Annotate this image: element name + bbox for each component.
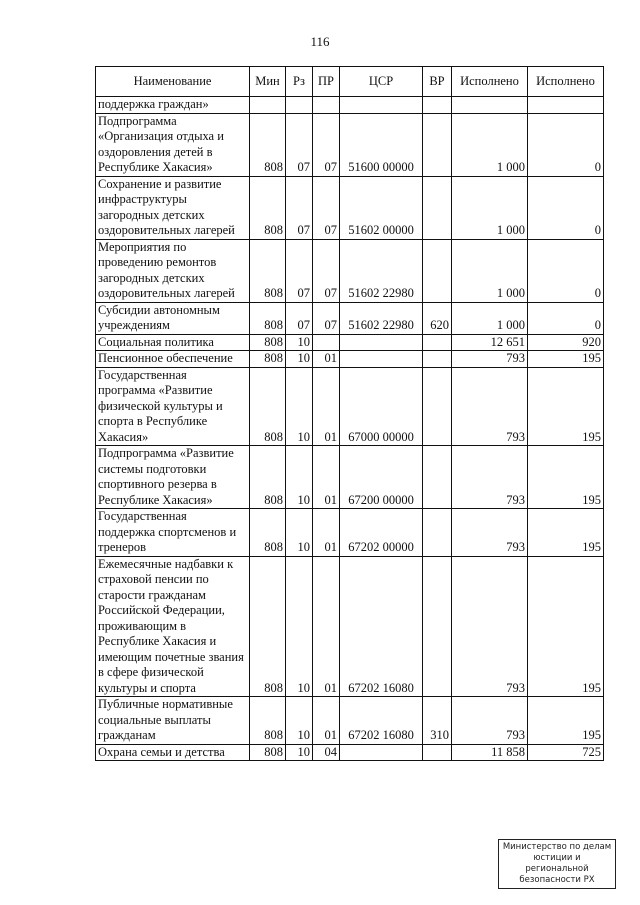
ministry-stamp [498, 839, 616, 889]
cell-rz: 10 [286, 334, 313, 351]
cell-min: 808 [250, 176, 286, 239]
cell-pr: 07 [313, 176, 340, 239]
cell-min: 808 [250, 367, 286, 446]
cell-name: Ежемесячные надбавки к страховой пенсии по старости гражданам Российской Федерации, проживающим в Республике Хакасия и имеющим почетные звания в сфере физической культуры и спорта [96, 556, 250, 697]
stamp-line: юстиции и региональной [525, 853, 589, 874]
cell-executed-1: 11 858 [452, 744, 528, 761]
cell-min: 808 [250, 113, 286, 176]
cell-vr [423, 744, 452, 761]
cell-executed-2: 725 [528, 744, 604, 761]
cell-name: поддержка граждан» [96, 97, 250, 114]
cell-name: Государственная поддержка спортсменов и тренеров [96, 509, 250, 557]
cell-executed-1: 793 [452, 367, 528, 446]
cell-pr: 01 [313, 697, 340, 745]
header-vr: ВР [423, 67, 452, 97]
cell-executed-1: 793 [452, 697, 528, 745]
header-executed-2: Исполнено [528, 67, 604, 97]
cell-min: 808 [250, 302, 286, 334]
stamp-line: безопасности РХ [519, 875, 595, 885]
cell-executed-1: 1 000 [452, 239, 528, 302]
cell-vr [423, 97, 452, 114]
cell-executed-1: 793 [452, 509, 528, 557]
header-executed-1: Исполнено [452, 67, 528, 97]
cell-vr [423, 351, 452, 368]
cell-executed-2: 0 [528, 239, 604, 302]
table-row [96, 697, 604, 745]
budget-table [95, 66, 604, 761]
cell-executed-1: 793 [452, 446, 528, 509]
header-min: Мин [250, 67, 286, 97]
cell-vr [423, 556, 452, 697]
cell-name: Социальная политика [96, 334, 250, 351]
cell-rz: 10 [286, 744, 313, 761]
cell-rz: 10 [286, 446, 313, 509]
cell-csr [340, 334, 423, 351]
cell-csr [340, 744, 423, 761]
cell-pr: 07 [313, 302, 340, 334]
cell-rz: 07 [286, 239, 313, 302]
cell-executed-2: 195 [528, 367, 604, 446]
table-row [96, 744, 604, 761]
cell-pr: 01 [313, 367, 340, 446]
cell-name: Подпрограмма «Развитие системы подготовки спортивного резерва в Республике Хакасия» [96, 446, 250, 509]
cell-executed-2: 195 [528, 351, 604, 368]
cell-vr [423, 113, 452, 176]
cell-executed-1: 793 [452, 351, 528, 368]
page-number: 116 [310, 34, 330, 49]
cell-csr: 67202 16080 [340, 697, 423, 745]
cell-min: 808 [250, 509, 286, 557]
cell-vr [423, 176, 452, 239]
cell-executed-1: 12 651 [452, 334, 528, 351]
table-row [96, 556, 604, 697]
cell-vr [423, 367, 452, 446]
table-header-row [96, 67, 604, 97]
cell-executed-2: 195 [528, 697, 604, 745]
cell-vr: 620 [423, 302, 452, 334]
cell-executed-2: 0 [528, 176, 604, 239]
cell-rz: 07 [286, 113, 313, 176]
cell-rz: 10 [286, 697, 313, 745]
cell-executed-1 [452, 97, 528, 114]
cell-csr: 67202 00000 [340, 509, 423, 557]
cell-vr [423, 334, 452, 351]
cell-name: Сохранение и развитие инфраструктуры загородных детских оздоровительных лагерей [96, 176, 250, 239]
cell-csr [340, 97, 423, 114]
table-row [96, 334, 604, 351]
cell-csr: 67200 00000 [340, 446, 423, 509]
cell-pr: 04 [313, 744, 340, 761]
cell-pr: 01 [313, 509, 340, 557]
cell-rz: 10 [286, 367, 313, 446]
cell-min [250, 97, 286, 114]
cell-min: 808 [250, 446, 286, 509]
table-row [96, 302, 604, 334]
table-row [96, 509, 604, 557]
cell-min: 808 [250, 351, 286, 368]
table-row [96, 367, 604, 446]
table-row [96, 113, 604, 176]
cell-name: Охрана семьи и детства [96, 744, 250, 761]
cell-csr: 67000 00000 [340, 367, 423, 446]
cell-min: 808 [250, 697, 286, 745]
cell-vr: 310 [423, 697, 452, 745]
table-row [96, 176, 604, 239]
cell-min: 808 [250, 334, 286, 351]
header-csr: ЦСР [340, 67, 423, 97]
stamp-line: Министерство по делам [502, 842, 612, 852]
cell-executed-2: 0 [528, 113, 604, 176]
cell-pr: 01 [313, 351, 340, 368]
cell-vr [423, 239, 452, 302]
cell-pr: 07 [313, 113, 340, 176]
cell-executed-2 [528, 97, 604, 114]
cell-executed-2: 195 [528, 509, 604, 557]
cell-rz [286, 97, 313, 114]
cell-pr: 01 [313, 446, 340, 509]
cell-rz: 07 [286, 302, 313, 334]
cell-executed-1: 1 000 [452, 176, 528, 239]
cell-rz: 07 [286, 176, 313, 239]
cell-csr: 51602 22980 [340, 302, 423, 334]
cell-csr: 51602 22980 [340, 239, 423, 302]
cell-pr: 07 [313, 239, 340, 302]
cell-min: 808 [250, 239, 286, 302]
cell-executed-1: 1 000 [452, 302, 528, 334]
table-row [96, 351, 604, 368]
cell-rz: 10 [286, 509, 313, 557]
cell-min: 808 [250, 556, 286, 697]
header-rz: Рз [286, 67, 313, 97]
cell-executed-1: 1 000 [452, 113, 528, 176]
cell-name: Мероприятия по проведению ремонтов загородных детских оздоровительных лагерей [96, 239, 250, 302]
cell-name: Подпрограмма «Организация отдыха и оздоровления детей в Республике Хакасия» [96, 113, 250, 176]
cell-pr [313, 97, 340, 114]
table-row [96, 239, 604, 302]
cell-csr: 51600 00000 [340, 113, 423, 176]
cell-csr [340, 351, 423, 368]
cell-executed-2: 195 [528, 556, 604, 697]
cell-csr: 51602 00000 [340, 176, 423, 239]
cell-name: Пенсионное обеспечение [96, 351, 250, 368]
cell-executed-1: 793 [452, 556, 528, 697]
table-row [96, 97, 604, 114]
header-pr: ПР [313, 67, 340, 97]
cell-vr [423, 446, 452, 509]
cell-pr [313, 334, 340, 351]
cell-rz: 10 [286, 351, 313, 368]
cell-vr [423, 509, 452, 557]
cell-executed-2: 920 [528, 334, 604, 351]
cell-pr: 01 [313, 556, 340, 697]
table-row [96, 446, 604, 509]
cell-csr: 67202 16080 [340, 556, 423, 697]
cell-name: Государственная программа «Развитие физической культуры и спорта в Республике Хакасия» [96, 367, 250, 446]
cell-min: 808 [250, 744, 286, 761]
cell-executed-2: 0 [528, 302, 604, 334]
cell-rz: 10 [286, 556, 313, 697]
cell-executed-2: 195 [528, 446, 604, 509]
cell-name: Публичные нормативные социальные выплаты гражданам [96, 697, 250, 745]
cell-name: Субсидии автономным учреждениям [96, 302, 250, 334]
header-name: Наименование [96, 67, 250, 97]
